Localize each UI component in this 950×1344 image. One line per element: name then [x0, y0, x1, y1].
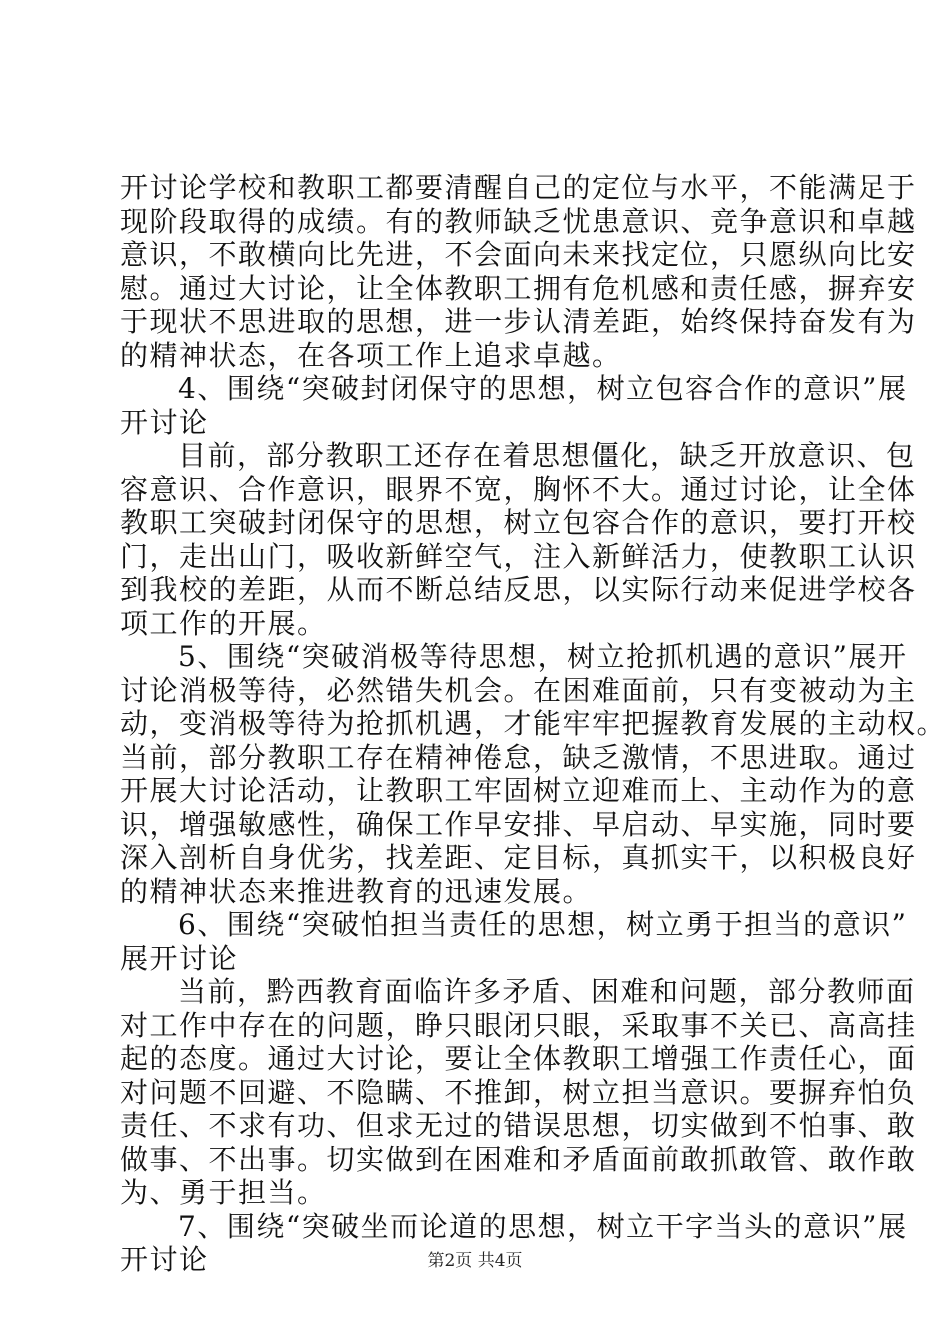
text-line: 展开讨论 — [120, 941, 239, 975]
text-line: 开讨论 — [120, 405, 209, 439]
text-line: 起的态度。通过大讨论，要让全体教职工增强工作责任心，面 — [120, 1042, 917, 1075]
text-line: 开讨论 — [120, 1243, 209, 1276]
text-line: 识，增强敏感性，确保工作早安排、早启动、早实施，同时要 — [120, 807, 917, 841]
text-line: 讨论消极等待，必然错失机会。在困难面前，只有变被动为主 — [120, 673, 917, 707]
text-line: 意识，不敢横向比先进，不会面向未来找定位，只愿纵向比安 — [120, 238, 917, 271]
text-line: 对工作中存在的问题，睁只眼闭只眼，采取事不关已、高高挂 — [120, 1008, 917, 1042]
text-line: 5、围绕“突破消极等待思想，树立抢抓机遇的意识”展开 — [178, 640, 908, 673]
text-line: 项工作的开展。 — [120, 606, 327, 640]
text-line: 的精神状态来推进教育的迅速发展。 — [120, 874, 593, 908]
text-line: 目前，部分教职工还存在着思想僵化，缺乏开放意识、包 — [178, 439, 916, 472]
text-line: 责任、不求有功、但求无过的错误思想，切实做到不怕事、敢 — [120, 1109, 917, 1142]
page-footer — [0, 1246, 950, 1271]
text-line: 于现状不思进取的思想，进一步认清差距，始终保持奋发有为 — [120, 305, 917, 338]
text-line: 7、围绕“突破坐而论道的思想，树立干字当头的意识”展 — [178, 1209, 908, 1243]
text-line: 4、围绕“突破封闭保守的思想，树立包容合作的意识”展 — [178, 372, 908, 405]
text-line: 的精神状态，在各项工作上追求卓越。 — [120, 338, 622, 372]
text-line: 教职工突破封闭保守的思想，树立包容合作的意识，要打开校 — [120, 506, 917, 539]
text-line: 为、勇于担当。 — [120, 1176, 327, 1209]
text-line: 动，变消极等待为抢抓机遇，才能牢牢把握教育发展的主动权。 — [120, 707, 947, 740]
text-line: 容意识、合作意识，眼界不宽，胸怀不大。通过讨论，让全体 — [120, 472, 917, 506]
text-line: 门，走出山门，吸收新鲜空气，注入新鲜活力，使教职工认识 — [120, 539, 917, 573]
text-line: 开展大讨论活动，让教职工牢固树立迎难而上、主动作为的意 — [120, 774, 917, 807]
text-line: 慰。通过大讨论，让全体教职工拥有危机感和责任感，摒弃安 — [120, 271, 917, 305]
text-line: 做事、不出事。切实做到在困难和矛盾面前敢抓敢管、敢作敢 — [120, 1142, 917, 1176]
text-line: 现阶段取得的成绩。有的教师缺乏忧患意识、竞争意识和卓越 — [120, 204, 917, 238]
text-line: 当前，黔西教育面临许多矛盾、困难和问题，部分教师面 — [178, 975, 916, 1008]
text-line: 当前，部分教职工存在精神倦怠，缺乏激情，不思进取。通过 — [120, 740, 917, 774]
text-line: 对问题不回避、不隐瞒、不推卸，树立担当意识。要摒弃怕负 — [120, 1075, 917, 1109]
document-body — [120, 171, 947, 1277]
text-line: 深入剖析自身优劣，找差距、定目标，真抓实干，以积极良好 — [120, 841, 917, 874]
text-line: 开讨论学校和教职工都要清醒自己的定位与水平，不能满足于 — [120, 171, 917, 204]
text-line: 到我校的差距，从而不断总结反思，以实际行动来促进学校各 — [120, 573, 917, 606]
text-line: 6、围绕“突破怕担当责任的思想，树立勇于担当的意识” — [178, 908, 908, 941]
page-number-label: 第2页 共4页 — [427, 1251, 523, 1271]
